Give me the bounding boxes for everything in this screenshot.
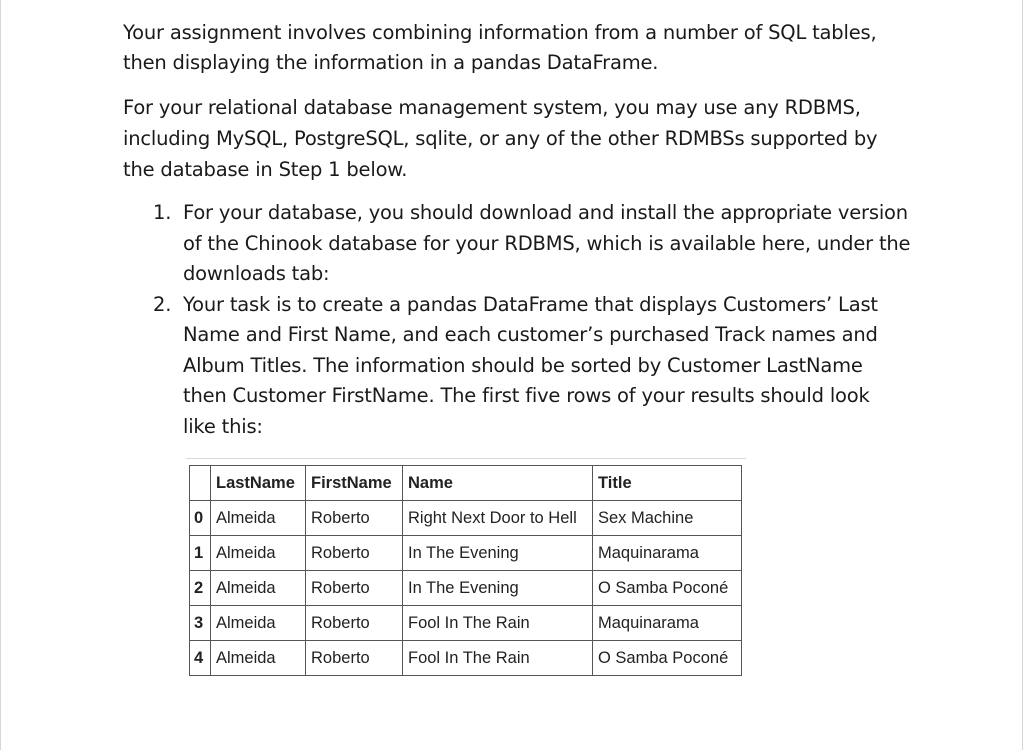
cell-lastname: Almeida: [211, 571, 306, 606]
table-row: [190, 501, 742, 536]
rdbms-paragraph: [123, 92, 913, 185]
cell-name: Fool In The Rain: [403, 641, 593, 676]
cell-firstname: Roberto: [306, 571, 403, 606]
text-line: then Customer FirstName. The first five rows of your results should look: [183, 384, 870, 407]
text-line: For your relational database management system, you may use any RDBMS,: [123, 96, 861, 119]
cell-lastname: Almeida: [211, 606, 306, 641]
cell-title: O Samba Poconé: [593, 571, 742, 606]
column-header-title: Title: [593, 466, 742, 501]
table-header-row: [190, 466, 742, 501]
column-header-name: Name: [403, 466, 593, 501]
cell-name: Fool In The Rain: [403, 606, 593, 641]
cell-title: Sex Machine: [593, 501, 742, 536]
row-index: 1: [190, 536, 211, 571]
step-number: 2.: [153, 292, 172, 316]
text-line: like this:: [183, 414, 263, 438]
cell-firstname: Roberto: [306, 641, 403, 676]
cell-title: Maquinarama: [593, 536, 742, 571]
table-divider: [186, 458, 746, 459]
row-index: 4: [190, 641, 211, 676]
text-line: of the Chinook database for your RDBMS, which is available here, under the: [183, 231, 911, 255]
column-header-firstname: FirstName: [306, 466, 403, 501]
cell-firstname: Roberto: [306, 606, 403, 641]
cell-name: Right Next Door to Hell: [403, 501, 593, 536]
text-line: Album Titles. The information should be sorted by Customer LastName: [183, 353, 863, 377]
step-number: 1.: [153, 201, 172, 224]
cell-title: O Samba Poconé: [593, 641, 742, 676]
cell-lastname: Almeida: [211, 501, 306, 536]
cell-firstname: Roberto: [306, 501, 403, 536]
text-line: Your assignment involves combining information from a number of SQL tables,: [123, 21, 877, 44]
intro-paragraph: [123, 18, 913, 78]
text-line: Your task is to create a pandas DataFrame that displays Customers’ Last: [183, 292, 878, 316]
row-index: 3: [190, 606, 211, 641]
cell-firstname: Roberto: [306, 536, 403, 571]
step-item-2: [123, 290, 913, 443]
cell-name: In The Evening: [403, 571, 593, 606]
cell-title: Maquinarama: [593, 606, 742, 641]
table-row: [190, 641, 742, 676]
text-line: Name and First Name, and each customer’s purchased Track names and: [183, 323, 878, 346]
cell-lastname: Almeida: [211, 641, 306, 676]
steps-list: [123, 198, 913, 442]
table-row: [190, 536, 742, 571]
text-line: the database in Step 1 below.: [123, 158, 408, 181]
text-line: downloads tab:: [183, 262, 330, 285]
step-item-1: [123, 198, 913, 290]
index-header: [190, 466, 211, 501]
table-row: [190, 571, 742, 606]
table-row: [190, 606, 742, 641]
column-header-lastname: LastName: [211, 466, 306, 501]
cell-lastname: Almeida: [211, 536, 306, 571]
row-index: 2: [190, 571, 211, 606]
dataframe-table: [189, 465, 742, 676]
text-line: including MySQL, PostgreSQL, sqlite, or any of the other RDMBSs supported by: [123, 127, 878, 150]
text-line: then displaying the information in a pandas DataFrame.: [123, 51, 659, 74]
text-line: For your database, you should download and install the appropriate version: [183, 201, 908, 224]
cell-name: In The Evening: [403, 536, 593, 571]
row-index: 0: [190, 501, 211, 536]
